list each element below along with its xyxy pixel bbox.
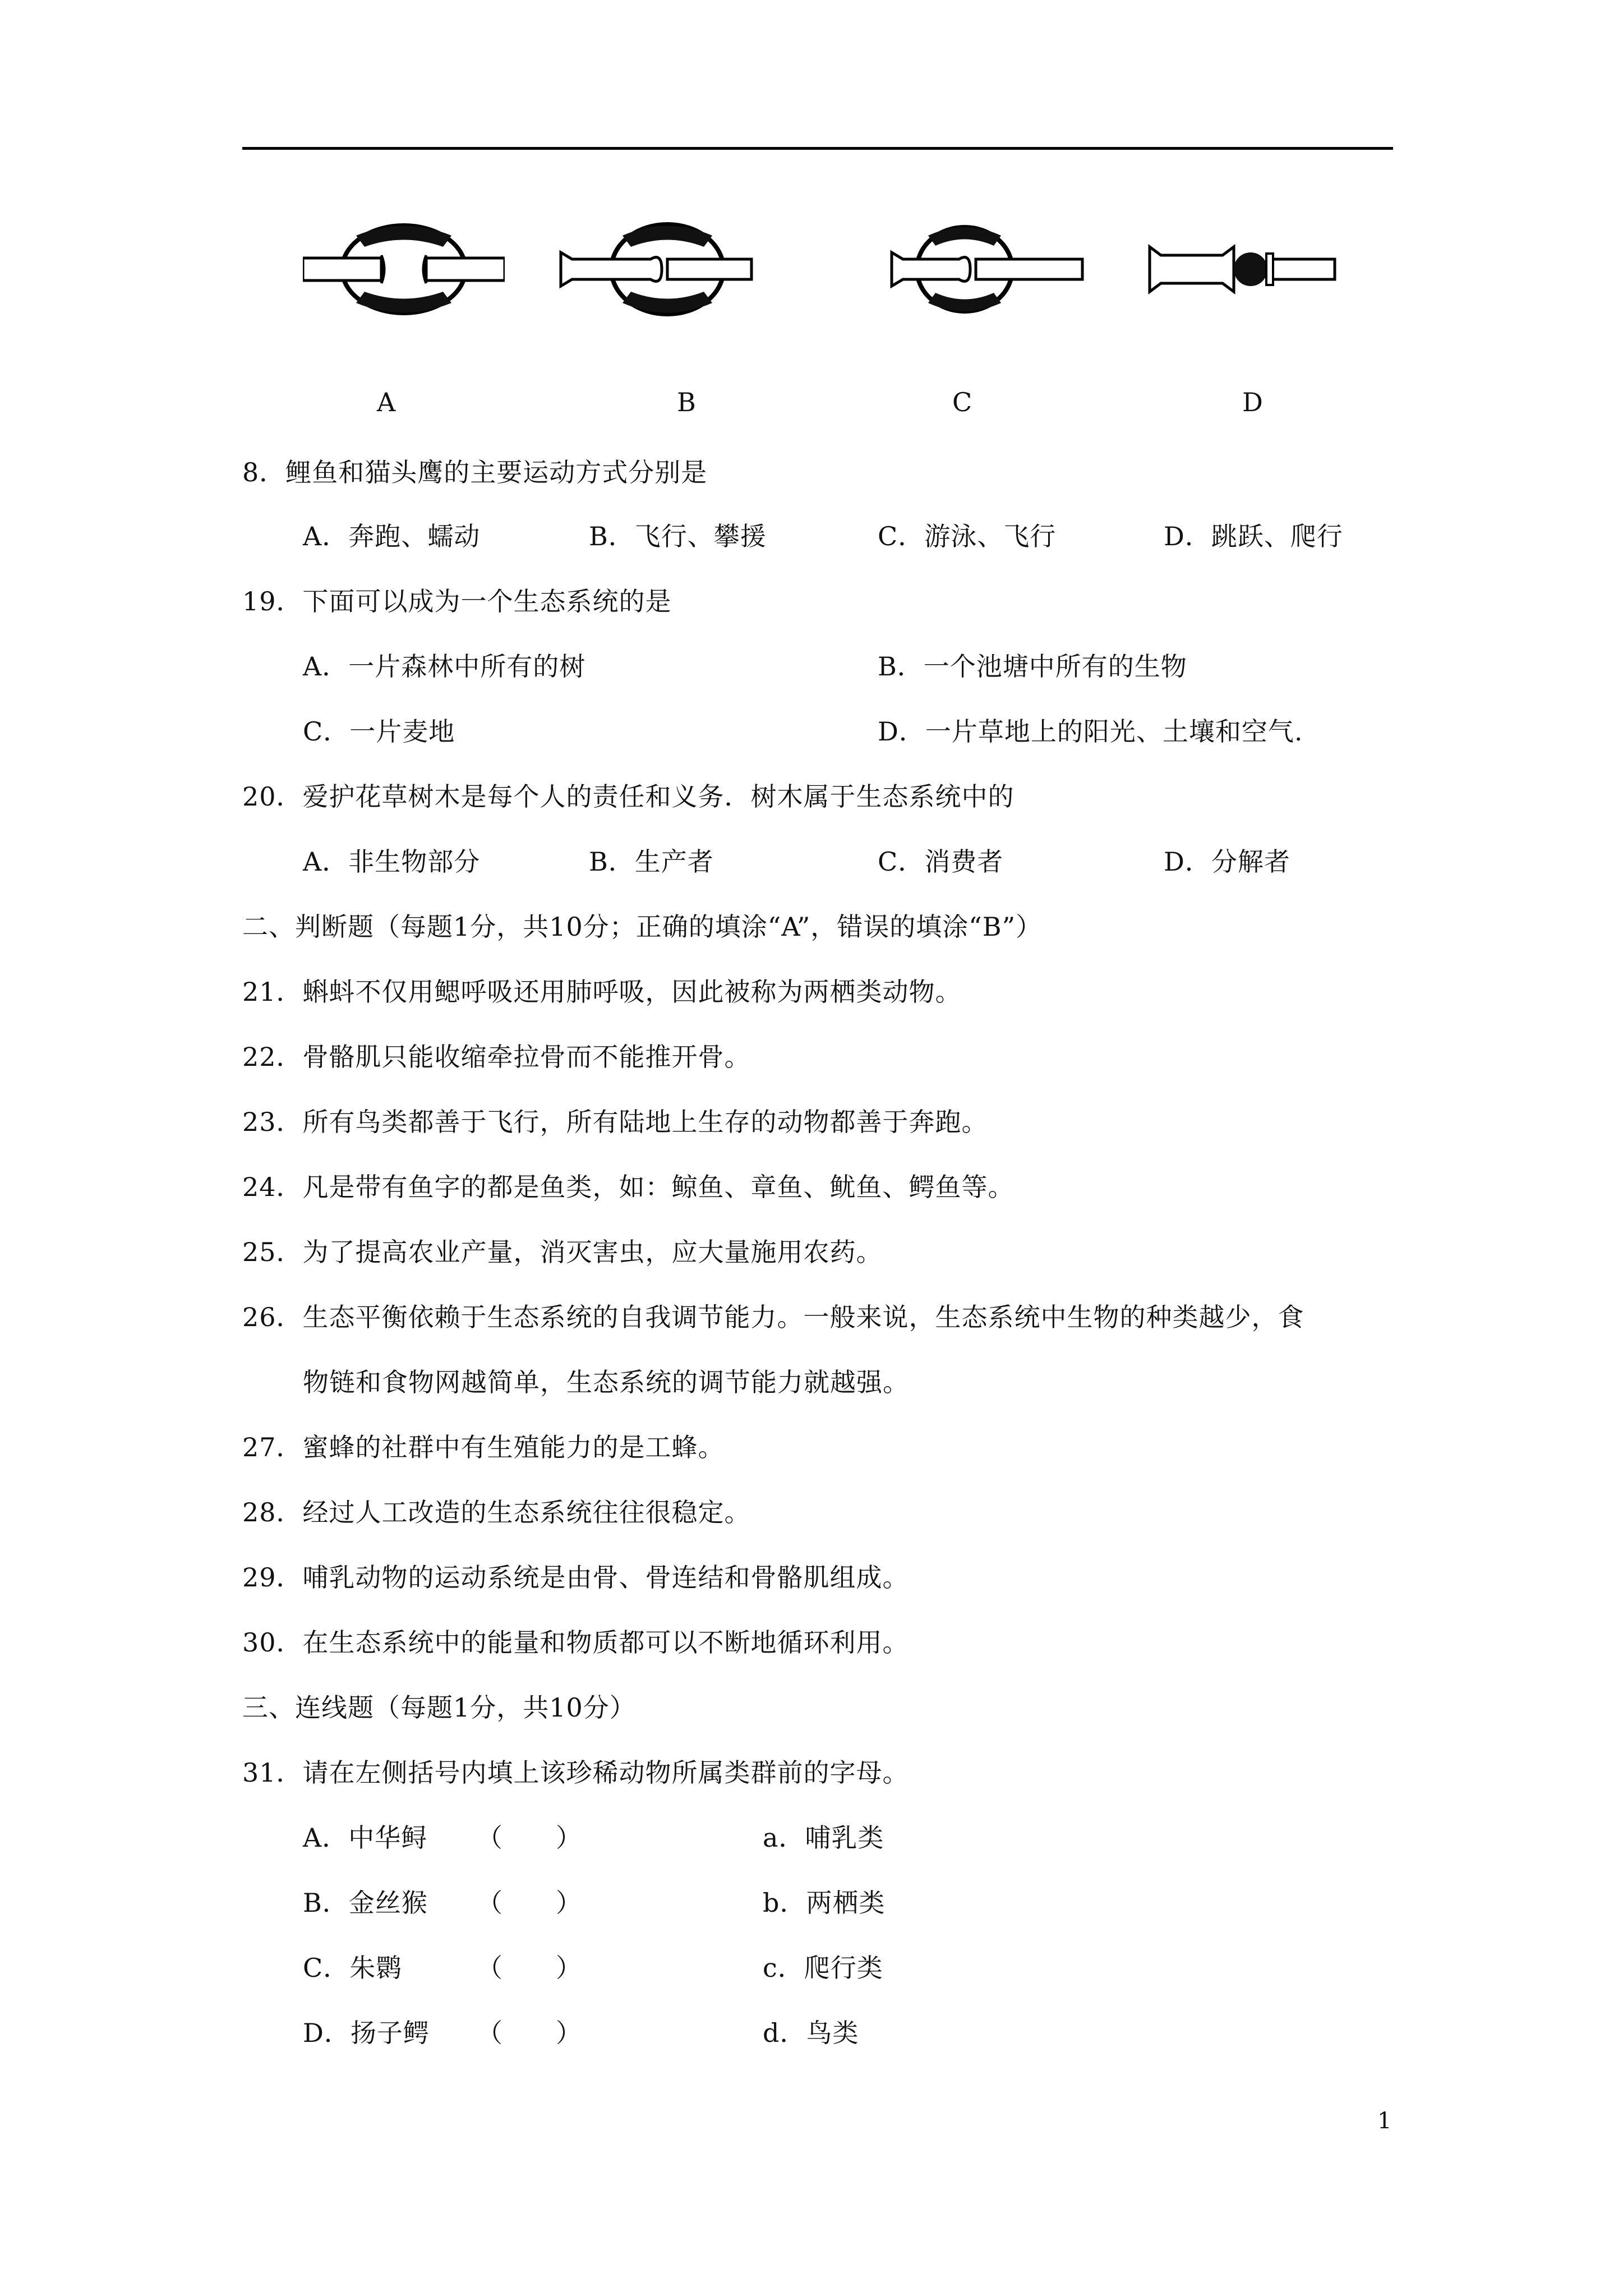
question-8-stem: 8．鲤鱼和猫头鹰的主要运动方式分别是 [242, 457, 708, 487]
question-19-option-b: B．一个池塘中所有的生物 [878, 651, 1187, 682]
header-rule [242, 147, 1393, 150]
match-right-item: c．爬行类 [763, 1953, 883, 1983]
judgment-item-continued: 物链和食物网越简单，生态系统的调节能力就越强。 [303, 1367, 909, 1397]
match-answer-bracket: （ ） [477, 1823, 582, 1853]
page-number: 1 [1377, 2108, 1392, 2134]
judgment-item: 23．所有鸟类都善于飞行，所有陆地上生存的动物都善于奔跑。 [242, 1107, 988, 1137]
question-20-option-c: C．消费者 [878, 846, 1004, 877]
question-8-option-b: B．飞行、攀援 [589, 521, 767, 551]
question-20-option-d: D．分解者 [1164, 846, 1290, 877]
match-answer-bracket: （ ） [477, 1953, 582, 1983]
judgment-item: 21．蝌蚪不仅用鳃呼吸还用肺呼吸，因此被称为两栖类动物。 [242, 977, 962, 1007]
match-left-item: B．金丝猴 [303, 1888, 428, 1918]
question-19-option-a: A．一片森林中所有的树 [303, 651, 586, 682]
question-19-option-c: C．一片麦地 [303, 716, 455, 747]
joint-figure-b [555, 213, 757, 325]
judgment-item: 27．蜜蜂的社群中有生殖能力的是工蜂。 [242, 1432, 725, 1462]
question-8-option-d: D．跳跃、爬行 [1164, 521, 1343, 551]
match-right-item: d．鸟类 [763, 2018, 859, 2048]
judgment-item: 28．经过人工改造的生态系统往往很稳定。 [242, 1497, 751, 1527]
match-left-item: D．扬子鳄 [303, 2018, 430, 2048]
section-3-heading: 三、连线题（每题1分，共10分） [242, 1692, 636, 1723]
question-8-option-a: A．奔跑、蠕动 [303, 521, 481, 551]
figure-caption-a: A [377, 387, 396, 417]
question-20-option-b: B．生产者 [589, 846, 714, 877]
match-right-item: b．两栖类 [763, 1888, 886, 1918]
match-left-item: C．朱鹮 [303, 1953, 403, 1983]
figure-caption-b: B [677, 387, 696, 417]
judgment-item: 26．生态平衡依赖于生态系统的自我调节能力。一般来说，生态系统中生物的种类越少，食 [242, 1302, 1304, 1332]
joint-figure-a [303, 213, 505, 325]
judgment-item: 25．为了提高农业产量，消灭害虫，应大量施用农药。 [242, 1237, 883, 1267]
match-answer-bracket: （ ） [477, 1888, 582, 1918]
question-20-stem: 20．爱护花草树木是每个人的责任和义务．树木属于生态系统中的 [242, 781, 1015, 812]
figure-caption-c: C [952, 387, 972, 417]
judgment-item: 30．在生态系统中的能量和物质都可以不断地循环利用。 [242, 1627, 909, 1658]
question-19-option-d: D．一片草地上的阳光、土壤和空气. [878, 716, 1303, 747]
joint-figure-c [886, 213, 1088, 325]
figure-caption-d: D [1242, 387, 1263, 417]
match-left-item: A．中华鲟 [303, 1823, 428, 1853]
question-19-stem: 19．下面可以成为一个生态系统的是 [242, 586, 672, 616]
judgment-item: 22．骨骼肌只能收缩牵拉骨而不能推开骨。 [242, 1042, 751, 1072]
question-31-stem: 31．请在左侧括号内填上该珍稀动物所属类群前的字母。 [242, 1757, 909, 1788]
match-right-item: a．哺乳类 [763, 1823, 884, 1853]
section-2-heading: 二、判断题（每题1分，共10分；正确的填涂“A”，错误的填涂“B”） [242, 912, 1043, 942]
question-20-option-a: A．非生物部分 [303, 846, 481, 877]
match-answer-bracket: （ ） [477, 2018, 582, 2048]
judgment-item: 24．凡是带有鱼字的都是鱼类，如：鲸鱼、章鱼、鱿鱼、鳄鱼等。 [242, 1172, 1015, 1202]
joint-figure-d [1138, 213, 1340, 325]
question-8-option-c: C．游泳、飞行 [878, 521, 1057, 551]
judgment-item: 29．哺乳动物的运动系统是由骨、骨连结和骨骼肌组成。 [242, 1562, 909, 1593]
